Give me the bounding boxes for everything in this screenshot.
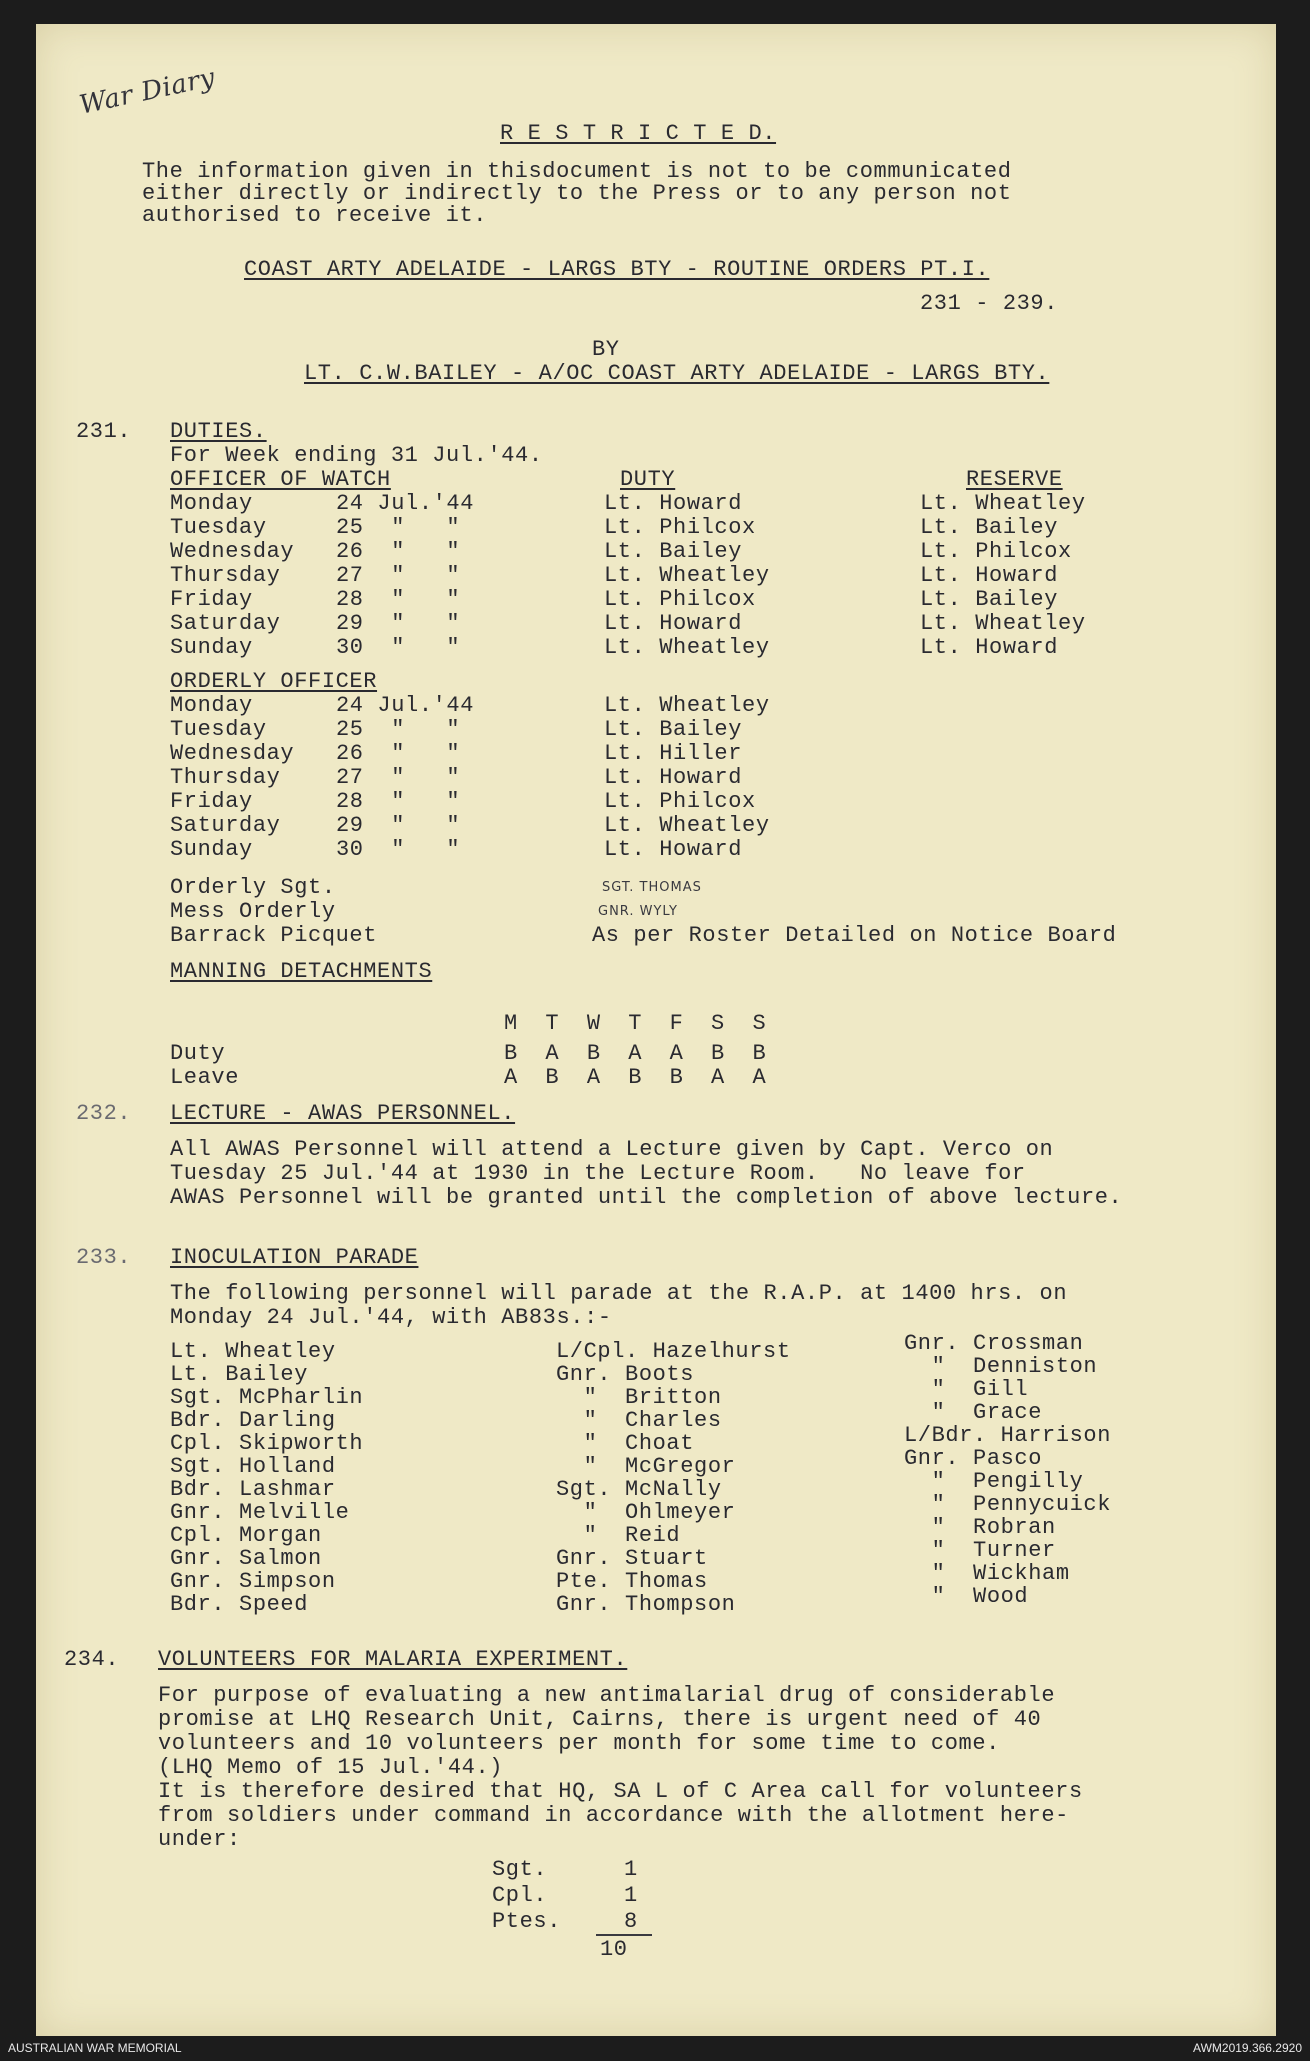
watch-day: Thursday (170, 563, 281, 588)
watch-date: 24 Jul.'44 (336, 491, 475, 516)
inoculation-name: Gnr. Pasco (904, 1446, 1043, 1471)
lecture-line: Tuesday 25 Jul.'44 at 1930 in the Lecture Room. No leave for (170, 1161, 1026, 1186)
inoculation-name: Sgt. McPharlin (170, 1385, 364, 1410)
footer-institution: AUSTRALIAN WAR MEMORIAL (8, 2041, 182, 2055)
week-line: For Week ending 31 Jul.'44. (170, 443, 543, 468)
manning-leave-row: A B A B B A A (504, 1065, 767, 1090)
inoculation-name: Sgt. McNally (556, 1477, 722, 1502)
total-rule (596, 1934, 652, 1936)
watch-day: Friday (170, 587, 253, 612)
inoculation-name: " Denniston (904, 1354, 1098, 1379)
manning-duty-label: Duty (170, 1041, 226, 1066)
watch-duty: Lt. Wheatley (604, 635, 770, 660)
manning-duty-row: B A B A A B B (504, 1041, 767, 1066)
orderly-date: 29 " " (336, 813, 461, 838)
allotment-count: 1 (624, 1883, 638, 1908)
allotment-total: 10 (600, 1937, 628, 1962)
inoculation-name: " McGregor (556, 1454, 736, 1479)
notice-line: The information given in thisdocument is not to be communicated (142, 159, 1012, 184)
watch-date: 27 " " (336, 563, 461, 588)
watch-day: Tuesday (170, 515, 267, 540)
watch-date: 30 " " (336, 635, 461, 660)
orderly-day: Thursday (170, 765, 281, 790)
inoculation-name: Gnr. Crossman (904, 1331, 1084, 1356)
orderly-date: 27 " " (336, 765, 461, 790)
inoculation-line: The following personnel will parade at the R.A.P. at 1400 hrs. on (170, 1281, 1068, 1306)
handwritten-note: War Diary (76, 62, 218, 121)
malaria-line: under: (158, 1827, 241, 1852)
section-number: 234. (64, 1647, 120, 1672)
section-number: 232. (76, 1101, 132, 1126)
inoculation-name: Bdr. Speed (170, 1592, 309, 1617)
orderly-day: Tuesday (170, 717, 267, 742)
orderly-day: Monday (170, 693, 253, 718)
watch-reserve: Lt. Howard (920, 635, 1059, 660)
inoculation-name: " Gill (904, 1377, 1029, 1402)
manning-header: MANNING DETACHMENTS (170, 959, 433, 984)
orderly-duty: Lt. Wheatley (604, 693, 770, 718)
watch-day: Sunday (170, 635, 253, 660)
mess-orderly-label: Mess Orderly (170, 899, 336, 924)
watch-duty: Lt. Philcox (604, 515, 756, 540)
roster-note: As per Roster Detailed on Notice Board (592, 923, 1117, 948)
watch-reserve: Lt. Philcox (920, 539, 1072, 564)
orderly-date: 26 " " (336, 741, 461, 766)
allotment-rank: Sgt. (492, 1857, 548, 1882)
inoculation-name: " Robran (904, 1515, 1056, 1540)
mess-orderly-name: GNR. WYLY (598, 904, 678, 919)
inoculation-name: " Pennycuick (904, 1492, 1112, 1517)
lecture-line: AWAS Personnel will be granted until the completion of above lecture. (170, 1185, 1123, 1210)
watch-date: 28 " " (336, 587, 461, 612)
malaria-line: volunteers and 10 volunteers per month for some time to come. (158, 1731, 1000, 1756)
watch-reserve: Lt. Howard (920, 563, 1059, 588)
orderly-day: Friday (170, 789, 253, 814)
inoculation-name: Gnr. Stuart (556, 1546, 708, 1571)
inoculation-name: Pte. Thomas (556, 1569, 708, 1594)
watch-date: 29 " " (336, 611, 461, 636)
by-line: LT. C.W.BAILEY - A/OC COAST ARTY ADELAIDE - LARGS BTY. (304, 361, 1050, 386)
malaria-line: (LHQ Memo of 15 Jul.'44.) (158, 1755, 504, 1780)
orderly-date: 24 Jul.'44 (336, 693, 475, 718)
reserve-header: RESERVE (966, 467, 1063, 492)
manning-leave-label: Leave (170, 1065, 240, 1090)
malaria-line: For purpose of evaluating a new antimalarial drug of considerable (158, 1683, 1056, 1708)
malaria-line: It is therefore desired that HQ, SA L of C Area call for volunteers (158, 1779, 1083, 1804)
manning-days: M T W T F S S (504, 1011, 767, 1036)
section-title: DUTIES. (170, 419, 267, 444)
inoculation-name: " Grace (904, 1400, 1043, 1425)
orderly-day: Saturday (170, 813, 281, 838)
inoculation-name: Lt. Wheatley (170, 1339, 336, 1364)
section-title: LECTURE - AWAS PERSONNEL. (170, 1101, 516, 1126)
notice-line: authorised to receive it. (142, 203, 488, 228)
inoculation-name: " Ohlmeyer (556, 1500, 736, 1525)
inoculation-name: " Britton (556, 1385, 722, 1410)
inoculation-name: Bdr. Darling (170, 1408, 336, 1433)
notice-line: either directly or indirectly to the Press or to any person not (142, 181, 1012, 206)
allotment-rank: Ptes. (492, 1909, 562, 1934)
orderly-date: 25 " " (336, 717, 461, 742)
inoculation-name: Gnr. Melville (170, 1500, 350, 1525)
section-title: INOCULATION PARADE (170, 1245, 419, 1270)
orderly-sgt-name: SGT. THOMAS (602, 880, 702, 895)
orderly-duty: Lt. Howard (604, 837, 743, 862)
lecture-line: All AWAS Personnel will attend a Lecture given by Capt. Verco on (170, 1137, 1054, 1162)
watch-reserve: Lt. Bailey (920, 587, 1059, 612)
watch-date: 25 " " (336, 515, 461, 540)
watch-date: 26 " " (336, 539, 461, 564)
orderly-duty: Lt. Bailey (604, 717, 743, 742)
watch-header: OFFICER OF WATCH (170, 467, 391, 492)
orderly-date: 28 " " (336, 789, 461, 814)
document-page (36, 24, 1276, 2036)
barrack-picquet-label: Barrack Picquet (170, 923, 378, 948)
orderly-duty: Lt. Hiller (604, 741, 743, 766)
inoculation-name: " Charles (556, 1408, 722, 1433)
inoculation-name: Gnr. Thompson (556, 1592, 736, 1617)
watch-duty: Lt. Howard (604, 491, 743, 516)
inoculation-name: Gnr. Boots (556, 1362, 695, 1387)
section-title: VOLUNTEERS FOR MALARIA EXPERIMENT. (158, 1647, 628, 1672)
watch-reserve: Lt. Bailey (920, 515, 1059, 540)
inoculation-name: " Turner (904, 1538, 1056, 1563)
watch-reserve: Lt. Wheatley (920, 491, 1086, 516)
orderly-day: Sunday (170, 837, 253, 862)
inoculation-name: Cpl. Skipworth (170, 1431, 364, 1456)
document-heading: COAST ARTY ADELAIDE - LARGS BTY - ROUTINE ORDERS PT.I. (244, 257, 990, 282)
orderly-date: 30 " " (336, 837, 461, 862)
inoculation-name: Gnr. Salmon (170, 1546, 322, 1571)
inoculation-name: Lt. Bailey (170, 1362, 309, 1387)
inoculation-name: " Choat (556, 1431, 695, 1456)
inoculation-name: L/Cpl. Hazelhurst (556, 1339, 791, 1364)
watch-day: Saturday (170, 611, 281, 636)
watch-duty: Lt. Bailey (604, 539, 743, 564)
archive-footer (0, 2036, 1310, 2061)
inoculation-name: " Pengilly (904, 1469, 1084, 1494)
watch-reserve: Lt. Wheatley (920, 611, 1086, 636)
watch-duty: Lt. Wheatley (604, 563, 770, 588)
restricted-stamp: R E S T R I C T E D. (500, 121, 777, 146)
allotment-count: 8 (624, 1909, 638, 1934)
orderly-duty: Lt. Wheatley (604, 813, 770, 838)
inoculation-name: " Wood (904, 1584, 1029, 1609)
watch-duty: Lt. Philcox (604, 587, 756, 612)
section-number: 233. (76, 1245, 132, 1270)
orderly-day: Wednesday (170, 741, 295, 766)
footer-reference: AWM2019.366.2920 (1193, 2041, 1302, 2055)
inoculation-name: Bdr. Lashmar (170, 1477, 336, 1502)
orderly-duty: Lt. Howard (604, 765, 743, 790)
allotment-count: 1 (624, 1857, 638, 1882)
inoculation-name: Sgt. Holland (170, 1454, 336, 1479)
watch-day: Monday (170, 491, 253, 516)
inoculation-name: " Reid (556, 1523, 681, 1548)
allotment-rank: Cpl. (492, 1883, 548, 1908)
watch-day: Wednesday (170, 539, 295, 564)
watch-duty: Lt. Howard (604, 611, 743, 636)
inoculation-name: Cpl. Morgan (170, 1523, 322, 1548)
orderly-header: ORDERLY OFFICER (170, 669, 378, 694)
malaria-line: from soldiers under command in accordance with the allotment here- (158, 1803, 1069, 1828)
duty-header: DUTY (620, 467, 676, 492)
section-number: 231. (76, 419, 132, 444)
malaria-line: promise at LHQ Research Unit, Cairns, there is urgent need of 40 (158, 1707, 1042, 1732)
inoculation-line: Monday 24 Jul.'44, with AB83s.:- (170, 1305, 612, 1330)
orderly-duty: Lt. Philcox (604, 789, 756, 814)
inoculation-name: Gnr. Simpson (170, 1569, 336, 1594)
inoculation-name: L/Bdr. Harrison (904, 1423, 1112, 1448)
inoculation-name: " Wickham (904, 1561, 1070, 1586)
by-label: BY (592, 337, 620, 362)
orderly-sgt-label: Orderly Sgt. (170, 875, 336, 900)
order-range: 231 - 239. (920, 291, 1059, 316)
